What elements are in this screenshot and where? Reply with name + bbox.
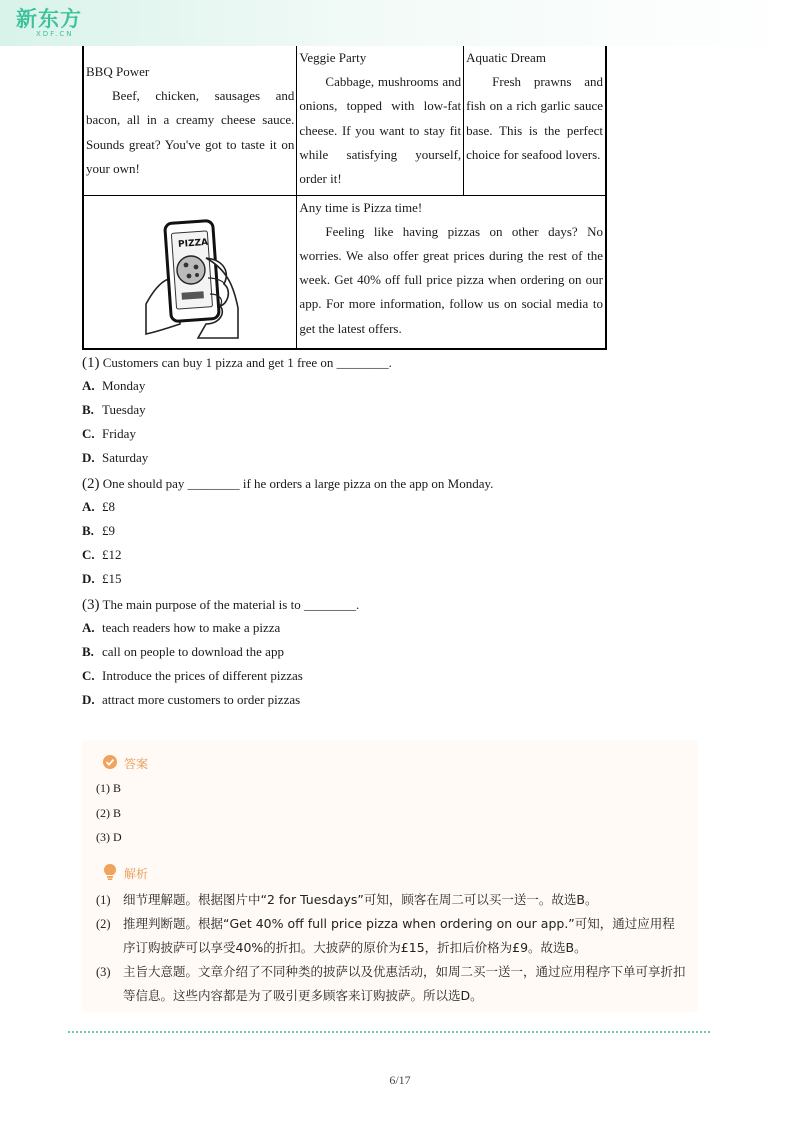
- option-3d[interactable]: [82, 691, 300, 709]
- option-1b[interactable]: [82, 401, 146, 419]
- option-letter: B.: [82, 644, 94, 659]
- lightbulb-icon: [102, 863, 118, 881]
- option-1a[interactable]: [82, 377, 145, 395]
- menu-cell-phone: [83, 195, 297, 349]
- option-text: Monday: [102, 378, 146, 393]
- option-3a[interactable]: [82, 619, 280, 637]
- pizza-menu-table: [82, 46, 607, 350]
- xdf-logo: [16, 8, 82, 38]
- option-text: £8: [102, 499, 115, 514]
- question-1: [82, 354, 392, 372]
- option-letter: C.: [82, 426, 95, 441]
- menu-cell-anytime: [297, 195, 606, 349]
- option-2b[interactable]: [82, 522, 115, 540]
- option-letter: C.: [82, 547, 95, 562]
- option-letter: A.: [82, 620, 95, 635]
- analysis-number: (2): [96, 917, 111, 931]
- menu-item-desc: Feeling like having pizzas on other days? No worries. We also offer great prices during the rest of the week. Get 40% off full price pizza when ordering on our app. For more information, follow us on social media to get the latest offers.: [299, 223, 603, 336]
- menu-item-title: BBQ Power: [86, 64, 150, 79]
- menu-item-desc: Fresh prawns and fish on a rich garlic sauce base. This is the perfect choice for seafood lovers.: [466, 74, 603, 162]
- answer-line: (1) B: [96, 781, 121, 795]
- option-text: £12: [102, 547, 122, 562]
- analysis-item: [96, 960, 686, 1008]
- option-letter: A.: [82, 378, 95, 393]
- option-text: £9: [102, 523, 115, 538]
- header-band: [0, 0, 800, 46]
- option-letter: D.: [82, 571, 95, 586]
- question-3: [82, 596, 359, 614]
- menu-cell-aquatic: [464, 46, 606, 195]
- option-3c[interactable]: [82, 667, 303, 685]
- answer-line: (3) D: [96, 830, 122, 844]
- answer-analysis-box: [82, 740, 698, 1012]
- option-letter: D.: [82, 692, 95, 707]
- menu-item-title: Aquatic Dream: [466, 50, 546, 65]
- option-text: Tuesday: [102, 402, 146, 417]
- menu-item-desc: Beef, chicken, sausages and bacon, all in a creamy cheese sauce. Sounds great? You've got to taste it on your own!: [86, 88, 295, 176]
- question-text: Customers can buy 1 pizza and get 1 free on ________.: [102, 355, 392, 370]
- answer-heading: 答案: [124, 757, 149, 771]
- option-text: teach readers how to make a pizza: [102, 620, 281, 635]
- option-2c[interactable]: [82, 546, 122, 564]
- menu-item-desc: Cabbage, mushrooms and onions, topped with low-fat cheese. If you want to stay fit while satisfying yourself, order it!: [299, 74, 462, 187]
- option-letter: B.: [82, 523, 94, 538]
- analysis-item: [96, 912, 686, 960]
- phone-pizza-icon: [140, 218, 240, 340]
- option-2a[interactable]: [82, 498, 115, 516]
- analysis-number: (1): [96, 893, 111, 907]
- check-circle-icon: [102, 754, 118, 770]
- option-letter: A.: [82, 499, 95, 514]
- analysis-number: (3): [96, 965, 111, 979]
- analysis-heading: 解析: [124, 867, 149, 881]
- option-text: call on people to download the app: [102, 644, 284, 659]
- dotted-divider: [68, 1031, 710, 1033]
- option-letter: D.: [82, 450, 95, 465]
- analysis-text: 主旨大意题。文章介绍了不同种类的披萨以及优惠活动，如周二买一送一，通过应用程序下单可享折扣等信息。这些内容都是为了吸引更多顾客来订购披萨。所以选D。: [123, 964, 686, 1003]
- option-text: Saturday: [102, 450, 149, 465]
- phone-label: PIZZA: [178, 237, 209, 250]
- page-number: 6/17: [389, 1073, 411, 1087]
- analysis-text: 细节理解题。根据图片中“2 for Tuesdays”可知，顾客在周二可以买一送一。故选B。: [123, 892, 598, 907]
- question-number: (2): [82, 476, 100, 492]
- logo-text: 新东方: [16, 7, 82, 31]
- option-letter: C.: [82, 668, 95, 683]
- question-2: [82, 475, 493, 493]
- menu-cell-veggie: [297, 46, 464, 195]
- question-text: The main purpose of the material is to ________.: [102, 597, 360, 612]
- option-3b[interactable]: [82, 643, 284, 661]
- option-1d[interactable]: [82, 449, 148, 467]
- option-text: attract more customers to order pizzas: [102, 692, 301, 707]
- question-number: (3): [82, 597, 100, 613]
- menu-item-title: Any time is Pizza time!: [299, 199, 423, 215]
- answer-line: (2) B: [96, 806, 121, 820]
- option-letter: B.: [82, 402, 94, 417]
- analysis-text: 推理判断题。根据“Get 40% off full price pizza when ordering on our app.”可知，通过应用程序订购披萨可以享受40%的折扣。大披萨的原价为£15，折扣后价格为£9。故选B。: [123, 916, 675, 955]
- menu-item-title: Veggie Party: [299, 50, 367, 65]
- question-text: One should pay ________ if he orders a large pizza on the app on Monday.: [102, 476, 494, 491]
- option-text: Introduce the prices of different pizzas: [102, 668, 303, 683]
- option-text: Friday: [102, 426, 136, 441]
- question-number: (1): [82, 355, 100, 371]
- menu-cell-bbq: [83, 46, 297, 195]
- option-text: £15: [102, 571, 122, 586]
- option-1c[interactable]: [82, 425, 136, 443]
- logo-subtext: XDF.CN: [36, 30, 74, 38]
- option-2d[interactable]: [82, 570, 122, 588]
- analysis-item: [96, 888, 686, 912]
